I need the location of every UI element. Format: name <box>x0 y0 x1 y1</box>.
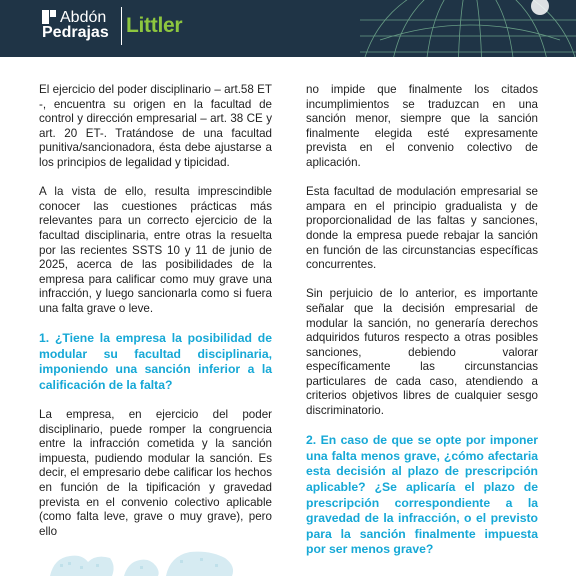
logo-line-pedrajas: Pedrajas <box>42 24 109 41</box>
question-heading-2: 2. En caso de que se opte por imponer una falta menos grave, ¿cómo afectaria esta decisión al plazo de prescripción aplicable? ¿Se aplicaría el plazo de prescripción correspondiente a la gravedad de la infracción, o el previsto para la sanción finalmente impuesta por ser menos grave? <box>306 433 538 557</box>
paragraph-answer-1-cont: no impide que finalmente los citados incumplimientos se traduzcan en una sanción menor, siempre que la sanción finalmente elegida esté expresamente prevista en el convenio colectivo de aplicación. <box>306 83 538 169</box>
paragraph-intro: El ejercicio del poder disciplinario – art.58 ET -, encuentra su origen en la facultad de control y dirección empresarial – art. 38 CE y art. 20 ET-. Tratándose de una facultad punitiva/sancionadora, ésta debe ajustarse a los principios de legalidad y tipicidad. <box>39 83 272 169</box>
left-column <box>39 83 272 554</box>
paragraph-modulation: Esta facultad de modulación empresarial se ampara en el principio gradualista y de proporcionalidad de las faltas y sanciones, donde la empresa puede rebajar la sanción en función de las circunstancias específicas concurrentes. <box>306 185 538 272</box>
right-column <box>306 83 538 573</box>
littler-logo: Littler <box>126 14 183 37</box>
paragraph-answer-1: La empresa, en ejercicio del poder disciplinario, puede romper la congruencia entre la infracción cometida y la sanción impuesta, pudiendo modular la sanción. Es decir, el empresario debe calificar los hechos en función de la tipificación y gravedad prevista en el convenio colectivo aplicable (como falta leve, grave o muy grave), pero ello <box>39 408 272 538</box>
page-header <box>0 0 576 57</box>
abdon-pedrajas-logo <box>42 10 109 40</box>
logo-divider <box>121 7 122 45</box>
logo-line-abdon: Abdón <box>60 9 107 26</box>
paragraph-context: A la vista de ello, resulta imprescindible conocer las cuestiones prácticas más relevantes para un correcto ejercicio de la facultad disciplinaria, entre otras la resuelta por las recientes SSTS 10 y 11 de junio de 2025, acerca de las posibilidades de la empresa para calificar como muy grave una infracción, y luego sancionarla como si fuera una falta grave o leve. <box>39 185 272 315</box>
question-heading-1: 1. ¿Tiene la empresa la posibilidad de modular su facultad disciplinaria, imponiendo una sanción inferior a la calificación de la falta? <box>39 331 272 392</box>
paragraph-caveat: Sin perjuicio de lo anterior, es importante señalar que la decisión empresarial de modular la sanción, no generaría derechos adquiridos futuros respecto a otras posibles sanciones, debiendo valorar específicamente las circunstancias particulares de cada caso, atendiendo a criterios objetivos libres de cualquier sesgo discriminatorio. <box>306 287 538 418</box>
world-map-graphic <box>40 548 240 576</box>
